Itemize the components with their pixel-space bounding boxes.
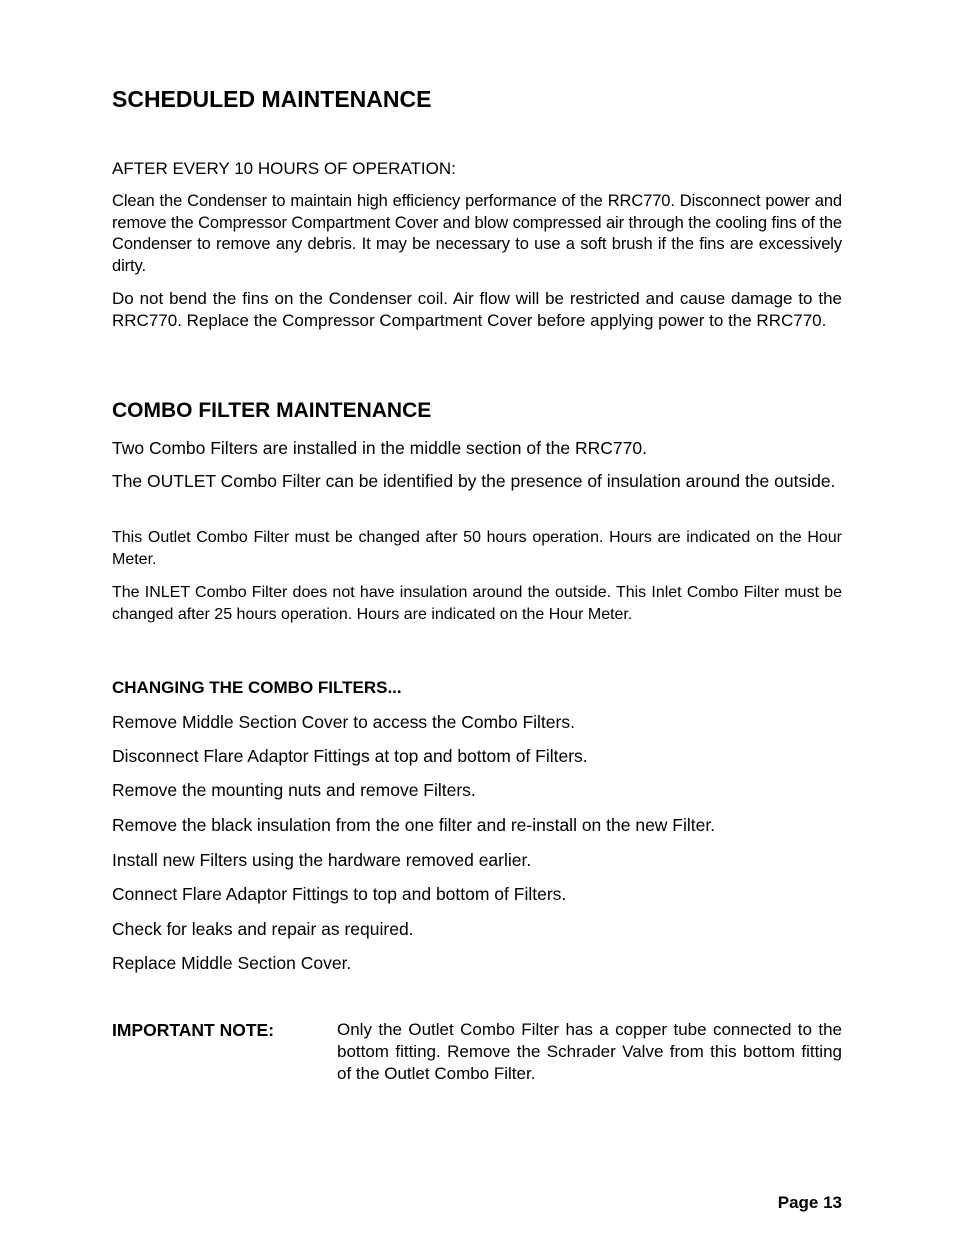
paragraph-outlet-filter-identification: The OUTLET Combo Filter can be identified by the presence of insulation around the outside.: [112, 471, 836, 491]
step-8: Replace Middle Section Cover.: [112, 953, 352, 973]
section-heading-changing-combo-filters: CHANGING THE COMBO FILTERS...: [112, 678, 402, 697]
step-4: Remove the black insulation from the one filter and re-install on the new Filter.: [112, 815, 716, 835]
section-heading-combo-filter-maintenance: COMBO FILTER MAINTENANCE: [112, 399, 432, 422]
step-5: Install new Filters using the hardware removed earlier.: [112, 850, 532, 870]
paragraph-inlet-filter-change-interval: The INLET Combo Filter does not have insulation around the outside. This Inlet Combo Filter must be changed after 25 hours operation. Hours are indicated on the Hour Meter.: [112, 584, 842, 623]
step-1: Remove Middle Section Cover to access the Combo Filters.: [112, 712, 575, 732]
step-3: Remove the mounting nuts and remove Filters.: [112, 780, 476, 800]
paragraph-clean-condenser: Clean the Condenser to maintain high efficiency performance of the RRC770. Disconnect power and remove the Compressor Compartment Cover and blow compressed air through the cooling fins of the Condenser to remove any debris. It may be necessary to use a soft brush if the fins are excessively dirty.: [112, 192, 842, 275]
important-note-label: IMPORTANT NOTE:: [112, 1020, 275, 1040]
paragraph-two-combo-filters: Two Combo Filters are installed in the middle section of the RRC770.: [112, 438, 647, 458]
page-number: Page 13: [777, 1193, 842, 1212]
document-page: [112, 0, 842, 1235]
section-heading-scheduled-maintenance: SCHEDULED MAINTENANCE: [112, 86, 432, 112]
subheading-every-10-hours: AFTER EVERY 10 HOURS OF OPERATION:: [112, 159, 456, 178]
paragraph-outlet-filter-change-interval: This Outlet Combo Filter must be changed after 50 hours operation. Hours are indicated on the Hour Meter.: [112, 529, 842, 568]
step-2: Disconnect Flare Adaptor Fittings at top and bottom of Filters.: [112, 746, 588, 766]
important-note-text: Only the Outlet Combo Filter has a copper tube connected to the bottom fitting. Remove the Schrader Valve from this bottom fitting of the Outlet Combo Filter.: [337, 1020, 842, 1083]
step-7: Check for leaks and repair as required.: [112, 919, 414, 939]
step-6: Connect Flare Adaptor Fittings to top and bottom of Filters.: [112, 884, 567, 904]
paragraph-do-not-bend-fins: Do not bend the fins on the Condenser coil. Air flow will be restricted and cause damage to the RRC770. Replace the Compressor Compartment Cover before applying power to the RRC770.: [112, 289, 842, 330]
